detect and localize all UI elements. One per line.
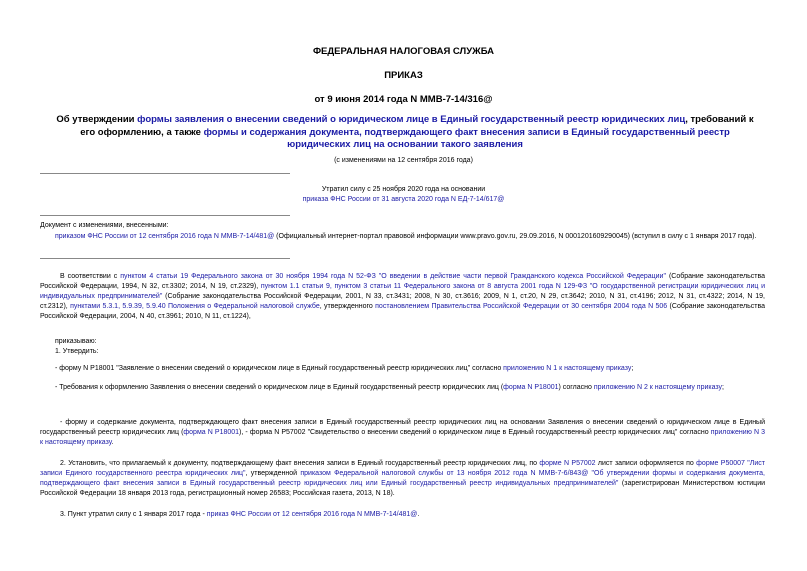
fns-order-481-link[interactable]: приказ ФНС России от 12 сентября 2016 года N ММВ-7-14/481@ [206,511,418,518]
form-p18001-link[interactable]: форма N Р18001 [503,384,559,391]
form-2-item: - Требования к оформлению Заявления о внесении сведений о юридическом лице в Единый государственный реестр юридических лиц (форма N Р18001) согласно приложению N 2 к настоящему приказу; [55,384,724,391]
item-2: 2. Установить, что прилагаемый к документу, подтверждающему факт внесения записи в Единый государственный реестр юридических лиц, по форме N Р57002 лист записи оформляется по форме Р50007 "Лист записи Единого государственного реестра юридических лиц", утвержденной приказом Федеральной налоговой службы от 13 ноября 2012 года N ММВ-7-6/843@ "Об утверждении формы и содержания документа, подтверждающего факт внесения записи в Единый государственный реестр юридических лиц или Единый государственный реестр индивидуальных предпринимателей" (зарегистрирован Министерством юстиции Российской Федерации 18 января 2013 года, регистрационный номер 26583; Российская газета, 2013, N 18). [40,460,766,497]
divider [40,258,290,259]
title-link-form[interactable]: формы заявления о внесении сведений о юридическом лице в Единый государственный реестр юридических лиц [137,114,686,125]
title-link-document[interactable]: формы и содержания документа, подтверждающего факт внесения записи в Единый государственный реестр юридических лиц на основании такого заявления [203,126,730,150]
order-word: приказываю: [55,338,97,345]
doc-date-number: от 9 июня 2014 года N ММВ-7-14/316@ [314,94,493,105]
basis-link-2[interactable]: пунктом 1.1 статьи 9, пунктом 3 статьи 11 Федерального закона от 8 августа 2001 года N 129-ФЗ "О государственной регистрации юридических лиц и индивидуальных предпринимателей" [40,283,766,300]
title-text-2: , требований к его оформлению, а также [80,114,754,138]
amendments-label: Документ с изменениями, внесенными: [40,222,169,229]
revision-note: (с изменениями на 12 сентября 2016 года) [334,157,473,164]
amendments-text: (Официальный интернет-портал правовой информации www.pravo.gov.ru, 29.09.2016, N 0001201609290045) (вступил в силу с 1 января 2017 года). [274,233,757,240]
divider [40,215,290,216]
agency-heading: ФЕДЕРАЛЬНАЯ НАЛОГОВАЯ СЛУЖБА [312,46,495,57]
appendix-2-link[interactable]: приложению N 2 к настоящему приказу [593,384,723,391]
form-3-item: - форму и содержание документа, подтверждающего факт внесения записи в Единый государственный реестр юридических лиц на основании Заявления о внесении сведений о юридическом лице в Единый государственный реестр юридических лиц (форма N Р18001), - форма N Р57002 "Свидетельство о внесении сведений о юридическом лице в Единый государственный реестр юридических лиц" согласно приложению N 3 к настоящему приказу. [40,419,765,446]
void-notice-link[interactable]: приказа ФНС России от 31 августа 2020 года N ЕД-7-14/617@ [302,196,505,203]
amendments-entry [55,232,765,242]
doc-type-heading: ПРИКАЗ [384,70,423,81]
item-1: 1. Утвердить: [55,348,99,355]
form-p50007-link[interactable]: форме Р50007 "Лист записи Единого государственного реестра юридических лиц" [40,460,765,477]
item-3: 3. Пункт утратил силу с 1 января 2017 года - приказ ФНС России от 12 сентября 2016 года N ММВ-7-14/481@. [60,511,420,518]
amendments-link[interactable]: приказом ФНС России от 12 сентября 2016 года N ММВ-7-14/481@ [55,233,275,240]
basis-link-3[interactable]: пунктами 5.3.1, 5.9.39, 5.9.40 Положения о Федеральной налоговой службе [70,303,320,310]
form-p57002-link[interactable]: форме N Р57002 [539,460,596,467]
divider [40,173,290,174]
void-notice-text: Утратил силу с 25 ноября 2020 года на основании [321,186,486,193]
title-text-1: Об утверждении [56,114,138,125]
fns-order-843-link[interactable]: приказом Федеральной налоговой службы от 13 ноября 2012 года N ММВ-7-6/843@ "Об утверждении формы и содержания документа, подтверждающего факт внесения записи в Единый государственный реестр юридических лиц или Единый государственный реестр индивидуальных предпринимателей" [40,470,765,487]
basis-paragraph: В соответствии с пунктом 4 статьи 19 Федерального закона от 30 ноября 1994 года N 52-ФЗ "О введении в действие части первой Гражданского кодекса Российской Федерации" (Собрание законодательства Российской Федерации, 1994, N 32, ст.3302; 2014, N 19, ст.2329), пунктом 1.1 статьи 9, пунктом 3 статьи 11 Федерального закона от 8 августа 2001 года N 129-ФЗ "О государственной регистрации юридических лиц и индивидуальных предпринимателей" (Собрание законодательства Российской Федерации, 2001, N 33, ст.3431; 2008, N 30, ст.3616; 2009, N 1, ст.20, N 29, ст.3642; 2010, N 31, ст.4196; 2012, N 31, ст.4322; 2014, N 19, ст.2312), пунктами 5.3.1, 5.9.39, 5.9.40 Положения о Федеральной налоговой службе, утвержденного постановлением Правительства Российской Федерации от 30 сентября 2004 года N 506 (Собрание законодательства Российской Федерации, 2004, N 40, ст.3961; 2010, N 11, ст.1224), [40,273,766,320]
basis-link-4[interactable]: постановлением Правительства Российской Федерации от 30 сентября 2004 года N 506 [375,303,668,310]
form-p18001-link[interactable]: форма N Р18001 [183,429,240,436]
void-notice [0,185,807,205]
basis-link-1[interactable]: пунктом 4 статьи 19 Федерального закона от 30 ноября 1994 года N 52-ФЗ "О введении в действие части первой Гражданского кодекса Российской Федерации" [120,273,666,280]
appendix-1-link[interactable]: приложению N 1 к настоящему приказу [503,365,632,372]
page-title [50,114,760,152]
form-1-item: - форму N Р18001 "Заявление о внесении сведений о юридическом лице в Единый государственный реестр юридических лиц" согласно приложению N 1 к настоящему приказу; [55,365,634,372]
appendix-3-link[interactable]: приложению N 3 к настоящему приказу [40,429,765,446]
